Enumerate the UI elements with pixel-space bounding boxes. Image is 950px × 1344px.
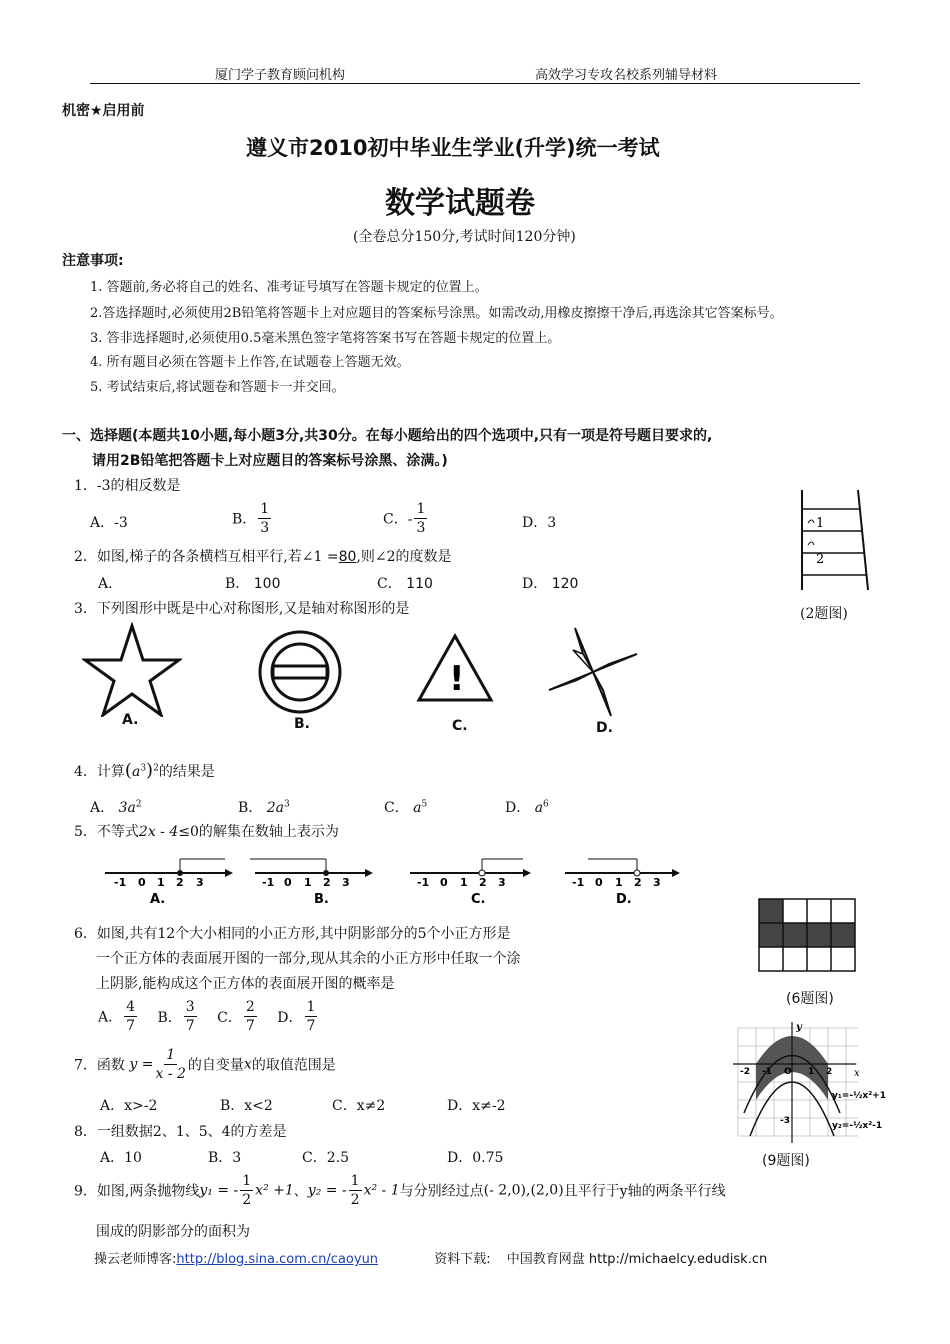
exclamation-icon: ! — [449, 659, 465, 699]
q5-number-lines — [100, 855, 680, 915]
q1-stem: 1．-3的相反数是 — [74, 478, 181, 494]
secret-label: 机密★启用前 — [62, 103, 145, 119]
q9-stem-2: 围成的阴影部分的面积为 — [96, 1224, 250, 1240]
tick-label: 0 — [138, 876, 146, 889]
q9-stem: 9．如图,两条抛物线y₁ = - $\frac{1}{2}$ x² +1、y₂ = - $\frac{1}{2}$ x² - 1与分别经过点(- 2,0),(2,0)且平行于y轴的两条平行线 — [74, 1173, 726, 1208]
footer-blog-link[interactable]: http://blog.sina.com.cn/caoyun — [176, 1252, 379, 1267]
tick-label: 3 — [196, 876, 204, 889]
tick-label: 2 — [634, 876, 642, 889]
tick-label: 0 — [440, 876, 448, 889]
tick-label: 2 — [176, 876, 184, 889]
tick-label: -1 — [114, 876, 127, 889]
note-3: 3. 答非选择题时,必须使用0.5毫米黑色签字笔将答案书写在答题卡规定的位置上。 — [90, 331, 561, 346]
q4-stem: 4．计算$(a^3)^2$的结果是 — [74, 760, 215, 781]
q1-b-fraction: $\frac{1}{3}$ — [260, 501, 270, 536]
q3-label-b: B. — [294, 716, 310, 732]
q3-warning-figure — [415, 632, 495, 704]
q7-stem: 7．函数 y = $\frac{1}{x - 2}$ 的自变量x的取值范围是 — [74, 1047, 336, 1082]
tick-label: 3 — [342, 876, 350, 889]
q5-label-b: B. — [314, 892, 329, 907]
note-5: 5. 考试结束后,将试题卷和答题卡一并交回。 — [90, 380, 345, 395]
fig9-tick: O — [784, 1067, 792, 1077]
q7-option-b: B．x<2 — [220, 1098, 273, 1114]
q3-pinwheel-figure — [543, 624, 643, 719]
fig9-tick: -3 — [780, 1116, 790, 1126]
numberline-d — [565, 859, 680, 907]
q3-star-figure — [82, 622, 182, 717]
q3-label-d: D. — [596, 720, 613, 736]
q1-option-c: C．- $\frac{1}{3}$ — [383, 501, 426, 536]
q7-option-a: A．x>-2 — [100, 1098, 158, 1114]
q2-option-d: D． 120 — [522, 576, 579, 592]
q9-parabola-figure — [728, 1018, 908, 1143]
q3-circle-figure — [254, 628, 354, 718]
q1-c-fraction: $\frac{1}{3}$ — [416, 501, 426, 536]
note-2: 2.答选择题时,必须使用2B铅笔将答题卡上对应题目的答案标号涂黑。如需改动,用橡皮擦擦干净后,再选涂其它答案标号。 — [90, 306, 783, 321]
ladder-figure — [790, 485, 880, 595]
q6-grid-figure — [758, 898, 858, 974]
numberline-a — [105, 859, 233, 907]
tick-label: 1 — [615, 876, 623, 889]
fig9-eq1: y₁=-½x²+1 — [832, 1091, 886, 1101]
exam-subtitle: 数学试题卷 — [385, 186, 535, 221]
footer-teacher: 操云老师博客: — [94, 1252, 177, 1267]
q3-label-a: A. — [122, 712, 139, 728]
q3-label-c: C. — [452, 718, 468, 734]
q8-option-d: D．0.75 — [447, 1150, 504, 1166]
tick-label: -1 — [262, 876, 275, 889]
q1-option-b: B． $\frac{1}{3}$ — [232, 501, 270, 536]
tick-label: 2 — [323, 876, 331, 889]
q6-stem-3: 上阴影,能构成这个正方体的表面展开图的概率是 — [96, 976, 395, 992]
fig9-tick: 1 — [808, 1067, 815, 1077]
q7-option-c: C．x≠2 — [332, 1098, 386, 1114]
q2-option-b: B． 100 — [225, 576, 281, 592]
q2-stem: 2．如图,梯子的各条横档互相平行,若∠1 =80,则∠2的度数是 — [74, 549, 452, 565]
q6-stem-1: 6．如图,共有12个大小相同的小正方形,其中阴影部分的5个小正方形是 — [74, 926, 511, 942]
header-rule — [90, 83, 860, 84]
numberline-b — [250, 859, 373, 907]
fig9-tick: -2 — [740, 1067, 750, 1077]
footer — [94, 1248, 767, 1267]
q5-label-a: A. — [150, 892, 166, 907]
header-right: 高效学习专攻名校系列辅导材料 — [535, 68, 718, 83]
q8-option-c: C．2.5 — [302, 1150, 349, 1166]
score-note: (全卷总分150分,考试时间120分钟) — [353, 229, 576, 245]
tick-label: 3 — [498, 876, 506, 889]
tick-label: 3 — [653, 876, 661, 889]
fig9-x-label: x — [854, 1068, 860, 1079]
tick-label: -1 — [417, 876, 430, 889]
q2-option-a: A． — [98, 576, 123, 592]
header-left: 厦门学子教育顾问机构 — [215, 68, 346, 83]
tick-label: 0 — [284, 876, 292, 889]
q9-figure-caption: (9题图) — [762, 1153, 810, 1169]
tick-label: 1 — [157, 876, 165, 889]
note-1: 1. 答题前,务必将自己的姓名、准考证号填写在答题卡规定的位置上。 — [90, 280, 488, 295]
section1-heading: 一、选择题(本题共10小题,每小题3分,共30分。在每小题给出的四个选项中,只有一项是符号题目要求的, — [62, 428, 713, 444]
q3-stem: 3．下列图形中既是中心对称图形,又是轴对称图形的是 — [74, 601, 410, 617]
q2-option-c: C． 110 — [377, 576, 433, 592]
section1-heading-2: 请用2B铅笔把答题卡上对应题目的答案标号涂黑、涂满。) — [92, 453, 448, 469]
tick-label: 1 — [304, 876, 312, 889]
q4-option-b: B． $2a^3$ — [238, 799, 290, 816]
q5-label-d: D. — [616, 892, 632, 907]
q4-option-c: C． $a^5$ — [384, 799, 428, 816]
q6-stem-2: 一个正方体的表面展开图的一部分,现从其余的小正方形中任取一个涂 — [96, 951, 521, 967]
q8-option-a: A．10 — [100, 1150, 142, 1166]
tick-label: -1 — [572, 876, 585, 889]
note-4: 4. 所有题目必须在答题卡上作答,在试题卷上答题无效。 — [90, 355, 410, 370]
tick-label: 0 — [595, 876, 603, 889]
tick-label: 1 — [460, 876, 468, 889]
ladder-label-1: 1 — [816, 516, 825, 531]
tick-label: 2 — [479, 876, 487, 889]
q6-figure-caption: (6题图) — [786, 991, 834, 1007]
ladder-label-2: 2 — [816, 552, 825, 567]
exam-title: 遵义市2010初中毕业生学业(升学)统一考试 — [246, 136, 660, 160]
q1-option-a: A．-3 — [90, 515, 128, 531]
q4-option-a: A． $3a^2$ — [90, 799, 142, 816]
numberline-c — [410, 859, 531, 907]
fig9-tick: 2 — [826, 1067, 833, 1077]
q5-stem: 5．不等式2x - 4≤0的解集在数轴上表示为 — [74, 824, 339, 840]
notes-heading: 注意事项: — [62, 253, 124, 269]
q7-option-d: D．x≠-2 — [447, 1098, 506, 1114]
q2-figure-caption: (2题图) — [800, 606, 848, 622]
fig9-eq2: y₂=-½x²-1 — [832, 1121, 883, 1131]
footer-disk: 中国教育网盘 http://michaelcy.edudisk.cn — [506, 1252, 768, 1267]
q4-option-d: D． $a^6$ — [505, 799, 549, 816]
q5-label-c: C. — [471, 892, 486, 907]
fig9-y-label: y — [796, 1022, 802, 1033]
fig9-tick: -1 — [762, 1067, 772, 1077]
q1-option-d: D．3 — [522, 515, 557, 531]
q6-options: A． $\frac{4}{7}$ B． $\frac{3}{7}$ C． $\frac{2}{7}$ D． $\frac{1}{7}$ — [98, 999, 316, 1034]
q8-option-b: B．3 — [208, 1150, 242, 1166]
q8-stem: 8．一组数据2、1、5、4的方差是 — [74, 1124, 287, 1140]
footer-download: 资料下载: — [434, 1252, 491, 1267]
